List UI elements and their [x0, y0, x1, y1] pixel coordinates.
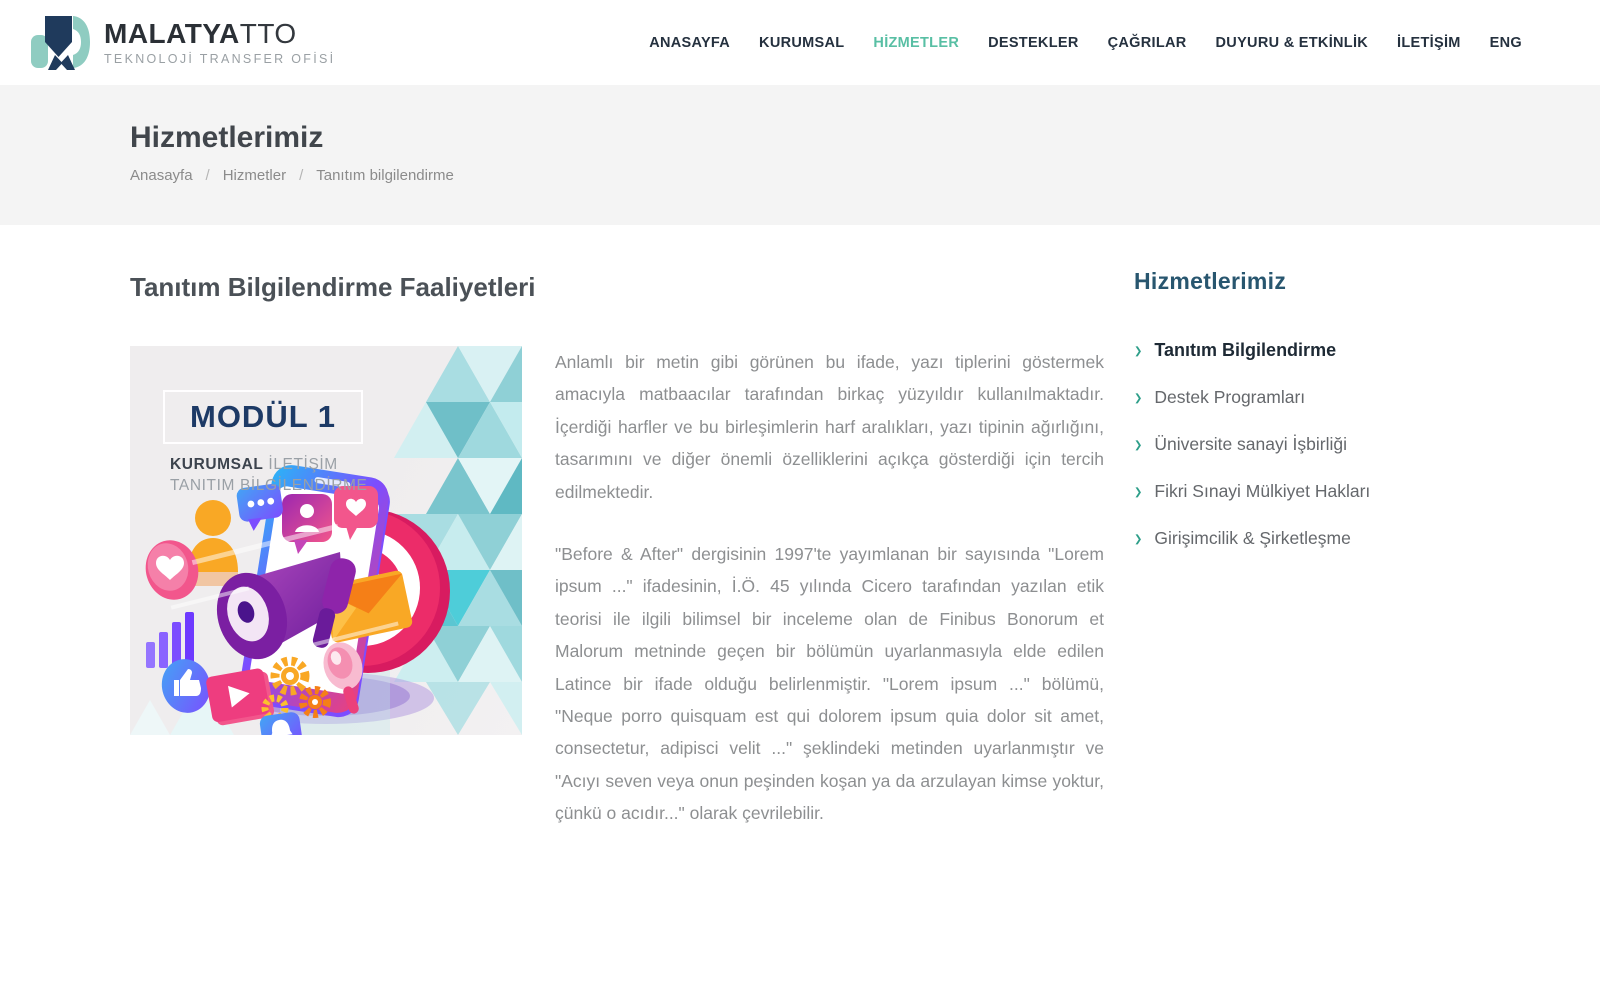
service-list	[1134, 340, 1470, 549]
chevron-right-icon: ❯	[1134, 346, 1143, 357]
module-label: MODÜL 1	[190, 399, 336, 434]
nav-duyuru-etkinlik[interactable]: DUYURU & ETKİNLİK	[1215, 34, 1369, 51]
sidebar-item-label: Üniversite sanayi İşbirliği	[1154, 434, 1347, 454]
nav-iletisim[interactable]: İLETİŞİM	[1397, 34, 1461, 51]
module-illustration	[130, 346, 522, 735]
page-title: Hizmetlerimiz	[130, 121, 324, 154]
nav-anasayfa[interactable]: ANASAYFA	[649, 34, 731, 51]
caption-rest: İLETİŞİM	[263, 456, 338, 473]
brand-secondary: TTO	[239, 17, 297, 49]
breadcrumb-anasayfa[interactable]: Anasayfa	[130, 167, 193, 184]
chevron-right-icon: ❯	[1134, 487, 1143, 498]
paragraph-2: "Before & After" dergisinin 1997'te yayımlanan bir sayısında "Lorem ipsum ..." ifadesinin, İ.Ö. 45 yılında Cicero tarafından yazılan etik teorisi ile ilgili bilimsel bir inceleme olan de Finibus Bonorum et Malorum metninde geçen bir bölümün uyarlanmasıyla elde edilen Latince bir ifade olduğu belirlenmiştir. "Lorem ipsum ..." bölümü, "Neque porro quisquam est qui dolorem ipsum quia dolor sit amet, consectetur, adipisci velit ..." şeklindeki metinden uyarlanmıştır ve "Acıyı seven veya onun peşinden koşan ya da arzulayan kimse yoktur, çünkü o acıdır..." olarak çevrilebilir.	[555, 544, 1104, 824]
brand-primary: MALATYA	[104, 17, 240, 49]
article-body	[130, 346, 1104, 830]
main-content	[130, 225, 1470, 830]
module-box	[163, 390, 363, 444]
caption-line2: TANITIM BİLGİLENDİRME	[170, 477, 368, 494]
article-text	[555, 346, 1104, 830]
paragraph-1: Anlamlı bir metin gibi görünen bu ifade, yazı tiplerini göstermek amacıyla matbaacılar tarafından birkaç yüzyıldır kullanılmaktadır. İçerdiği harfler ve bu birleşimlerin harf aralıkları, yazı tipinin ağırlığını, tasarımını ve diğer önemli özelliklerini açıkça gösterdiği için tercih edilmektedir.	[555, 352, 1104, 502]
sidebar-item-fikri-sinayi-mulkiyet-haklari[interactable]	[1134, 481, 1470, 502]
site-logo[interactable]	[30, 14, 335, 72]
main-nav	[649, 35, 1522, 51]
nav-hizmetler[interactable]: HİZMETLER	[873, 34, 960, 51]
sidebar-title: Hizmetlerimiz	[1134, 268, 1287, 294]
breadcrumb	[130, 167, 1600, 184]
breadcrumb-hizmetler[interactable]: Hizmetler	[222, 167, 287, 184]
breadcrumb-current: Tanıtım bilgilendirme	[316, 167, 454, 184]
nav-kurumsal[interactable]: KURUMSAL	[759, 34, 845, 51]
article-column	[130, 225, 1104, 830]
chevron-right-icon: ❯	[1134, 534, 1143, 545]
nav-eng[interactable]: ENG	[1489, 34, 1522, 51]
sidebar-item-label: Destek Programları	[1154, 387, 1306, 407]
brand-tagline: TEKNOLOJİ TRANSFER OFİSİ	[104, 51, 336, 66]
logo-text	[104, 17, 336, 66]
services-sidebar	[1134, 225, 1470, 575]
nav-destekler[interactable]: DESTEKLER	[988, 34, 1079, 51]
module-caption	[170, 454, 367, 496]
sidebar-item-label: Tanıtım Bilgilendirme	[1154, 340, 1337, 360]
breadcrumb-separator: /	[205, 167, 210, 184]
caption-bold: KURUMSAL	[170, 456, 264, 473]
nav-cagrilar[interactable]: ÇAĞRILAR	[1107, 34, 1187, 51]
heart-badge-icon	[139, 534, 206, 606]
sidebar-item-tanitim-bilgilendirme[interactable]	[1134, 340, 1470, 361]
logo-mark-icon	[30, 14, 92, 72]
site-header	[0, 0, 1600, 85]
page-hero	[0, 85, 1600, 225]
article-title: Tanıtım Bilgilendirme Faaliyetleri	[130, 272, 536, 302]
sidebar-item-label: Girişimcilik & Şirketleşme	[1154, 528, 1351, 548]
breadcrumb-separator: /	[299, 167, 304, 184]
logo-wordmark	[104, 17, 335, 49]
chevron-right-icon: ❯	[1134, 393, 1143, 404]
sidebar-item-universite-sanayi-isbirligi[interactable]	[1134, 434, 1470, 455]
sidebar-item-destek-programlari[interactable]	[1134, 387, 1470, 408]
sidebar-item-label: Fikri Sınayi Mülkiyet Hakları	[1154, 481, 1371, 501]
sidebar-item-girisimcilik-sirketlesme[interactable]	[1134, 528, 1470, 549]
chevron-right-icon: ❯	[1134, 440, 1143, 451]
